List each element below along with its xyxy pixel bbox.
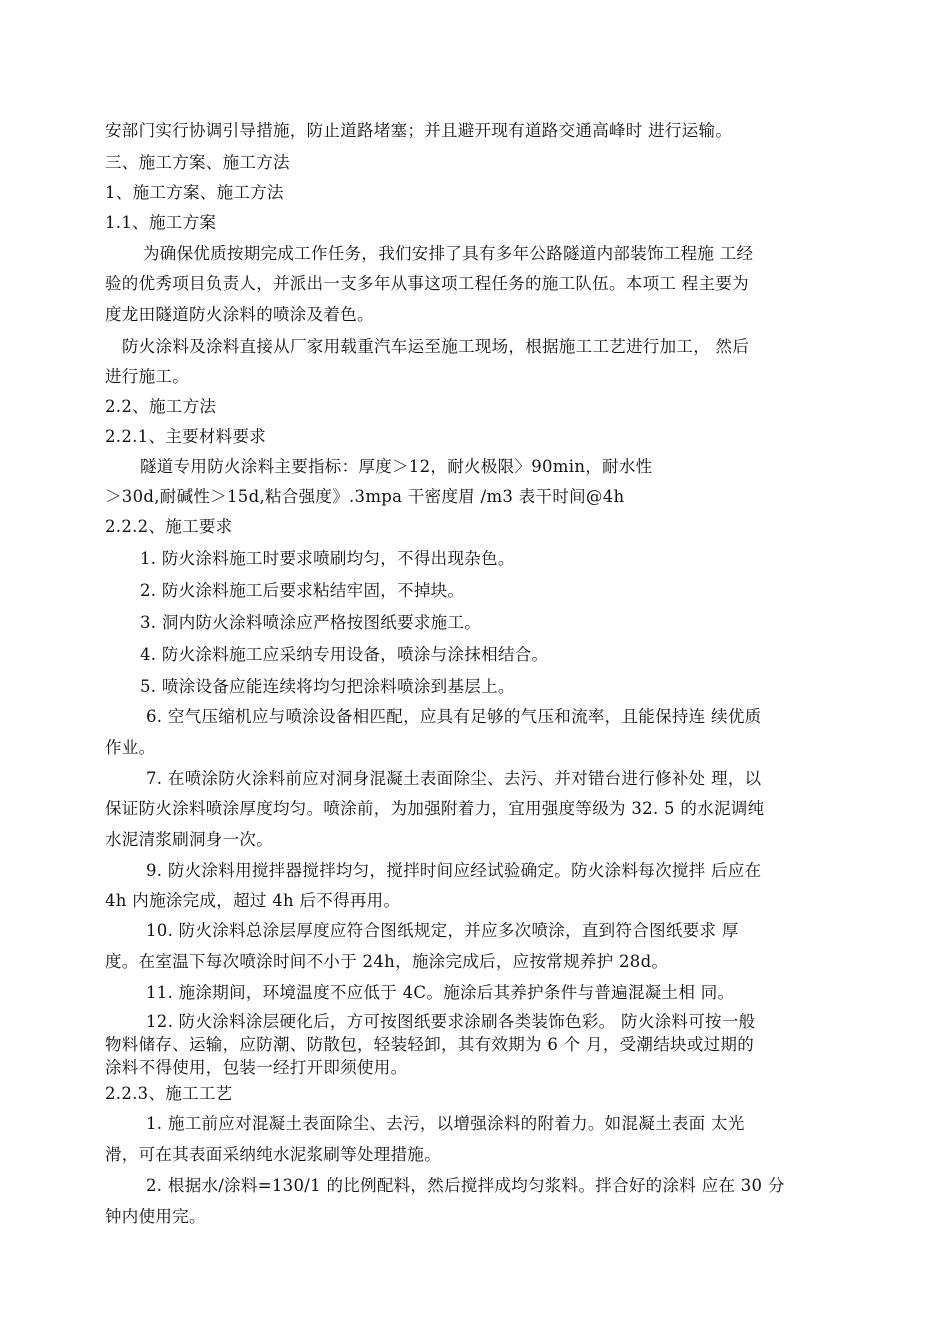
list-item: 11. 施涂期间，环境温度不应低于 4C。施涂后其养护条件与普遍混凝土相 同。 — [146, 983, 735, 1002]
section-heading: 2.2.2、施工要求 — [105, 517, 233, 536]
section-heading: 2.2.3、施工工艺 — [105, 1084, 233, 1103]
section-heading: 1.1、施工方案 — [105, 213, 217, 232]
text-line: 隧道专用防火涂料主要指标：厚度＞12，耐火极限〉90min，耐水性 — [140, 457, 653, 476]
list-item: 1. 防火涂料施工时要求喷刷均匀，不得出现杂色。 — [140, 549, 515, 568]
list-item: 5. 喷涂设备应能连续将均匀把涂料喷涂到基层上。 — [140, 677, 515, 696]
section-heading: 三、施工方案、施工方法 — [105, 153, 290, 172]
text-line: 度龙田隧道防火涂料的喷涂及着色。 — [105, 305, 374, 324]
list-item: 2. 根据水/涂料=130/1 的比例配料，然后搅拌成均匀浆料。拌合好的涂料 应在 30 分 — [146, 1176, 785, 1195]
text-line: 验的优秀项目负责人，并派出一支多年从事这项工程任务的施工队伍。本项工 程主要为 — [105, 274, 749, 293]
section-heading: 2.2.1、主要材料要求 — [105, 427, 267, 446]
text-line: 钟内使用完。 — [105, 1207, 206, 1226]
list-item: 10. 防火涂料总涂层厚度应符合图纸规定，并应多次喷涂，直到符合图纸要求 厚 — [146, 921, 739, 940]
text-line: 保证防火涂料喷涂厚度均匀。喷涂前，为加强附着力，宜用强度等级为 32. 5 的水泥调纯 — [105, 799, 765, 818]
list-item: 2. 防火涂料施工后要求粘结牢固，不掉块。 — [140, 581, 465, 600]
text-line: 作业。 — [105, 738, 156, 757]
text-line: 水泥清浆刷洞身一次。 — [105, 830, 273, 849]
list-item: 4. 防火涂料施工应采纳专用设备，喷涂与涂抹相结合。 — [140, 645, 549, 664]
section-heading: 2.2、施工方法 — [105, 397, 217, 416]
text-line: 度。在室温下每次喷涂时间不小于 24h，施涂完成后，应按常规养护 28d。 — [105, 952, 669, 971]
text-line: 防火涂料及涂料直接从厂家用载重汽车运至施工现场，根据施工工艺进行加工， 然后 — [122, 337, 750, 356]
text-line: 4h 内施涂完成，超过 4h 后不得再用。 — [105, 891, 401, 910]
list-item: 9. 防火涂料用搅拌器搅拌均匀，搅拌时间应经试验确定。防火涂料每次搅拌 后应在 — [146, 861, 762, 880]
text-line: 物料储存、运输，应防潮、防散包，轻装轻卸，其有效期为 6 个 月，受潮结块或过期的 — [105, 1035, 755, 1054]
text-line: 安部门实行协调引导措施，防止道路堵塞；并且避开现有道路交通高峰时 进行运输。 — [105, 121, 733, 140]
list-item: 6. 空气压缩机应与喷涂设备相匹配，应具有足够的气压和流率，且能保持连 续优质 — [146, 707, 762, 726]
section-heading: 1、施工方案、施工方法 — [105, 183, 284, 202]
text-line: 为确保优质按期完成工作任务，我们安排了具有多年公路隧道内部装饰工程施 工经 — [143, 244, 754, 263]
text-line: ＞30d,耐碱性＞15d,粘合强度》.3mpa 干密度眉 /m3 表干时间@4h — [105, 487, 625, 506]
text-line: 进行施工。 — [105, 367, 189, 386]
list-item: 3. 洞内防火涂料喷涂应严格按图纸要求施工。 — [140, 613, 482, 632]
list-item: 12. 防火涂料涂层硬化后，方可按图纸要求涂刷各类装饰色彩。 防火涂料可按一般 — [146, 1012, 756, 1031]
text-line: 涂料不得使用，包装一经打开即须使用。 — [105, 1058, 408, 1077]
text-line: 滑，可在其表面采纳纯水泥浆刷等处理措施。 — [105, 1145, 441, 1164]
list-item: 7. 在喷涂防火涂料前应对洞身混凝土表面除尘、去污、并对错台进行修补处 理，以 — [146, 769, 762, 788]
list-item: 1. 施工前应对混凝土表面除尘、去污，以增强涂料的附着力。如混凝土表面 太光 — [146, 1114, 745, 1133]
